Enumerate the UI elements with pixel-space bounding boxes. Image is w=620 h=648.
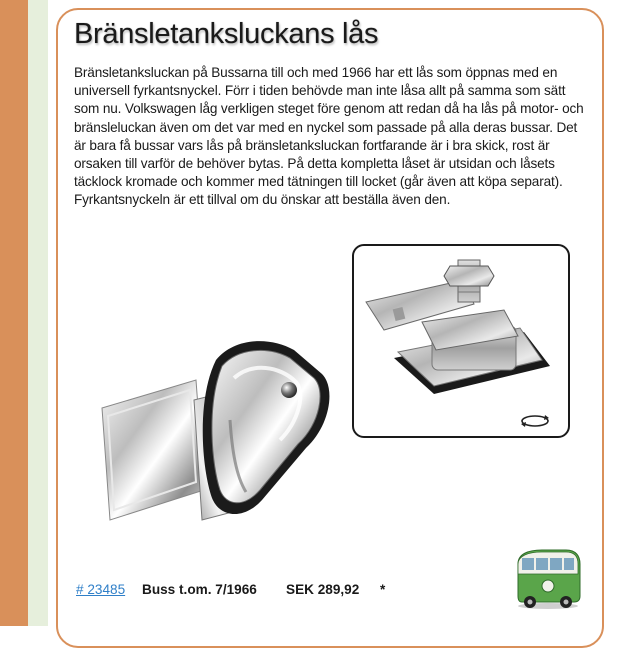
- part-number-link[interactable]: # 23485: [76, 582, 126, 597]
- rotate-arrow-icon: [518, 412, 552, 430]
- product-photo-inset: [352, 244, 570, 438]
- side-stripe-green: [28, 0, 48, 626]
- fitment-label: Buss t.om. 7/1966: [142, 582, 257, 597]
- price-label: SEK 289,92: [286, 582, 360, 597]
- product-description: Bränsletanksluckan på Bussarna till och med 1966 har ett lås som öppnas med en universell fyrkantsnyckel. Förr i tiden behövde man inte låsa allt på samma som sätt som nu. Volkswagen låg verkligen steget före genom att redan då ha lås på motor- och bränsleluckan även om det var med en nyckel som passade på alla deras bussar. Det är bara få bussar vars lås på bränsletanksluckan fortfarande är i bra skick, rost är orsaken till varför de behöver bytas. På detta kompletta låset är utsidan och låsets täcklock kromade och kommer med tätningen till locket (går även att köpa separat). Fyrkantsnyckeln är ett tillval om du önskar att beställa även den.: [74, 65, 584, 208]
- product-photo-lock: [84, 330, 344, 550]
- product-title: Bränsletanksluckans lås: [74, 18, 379, 50]
- vw-bus-logo: [508, 544, 584, 610]
- note-mark: *: [380, 582, 386, 597]
- side-stripe-orange: [0, 0, 28, 626]
